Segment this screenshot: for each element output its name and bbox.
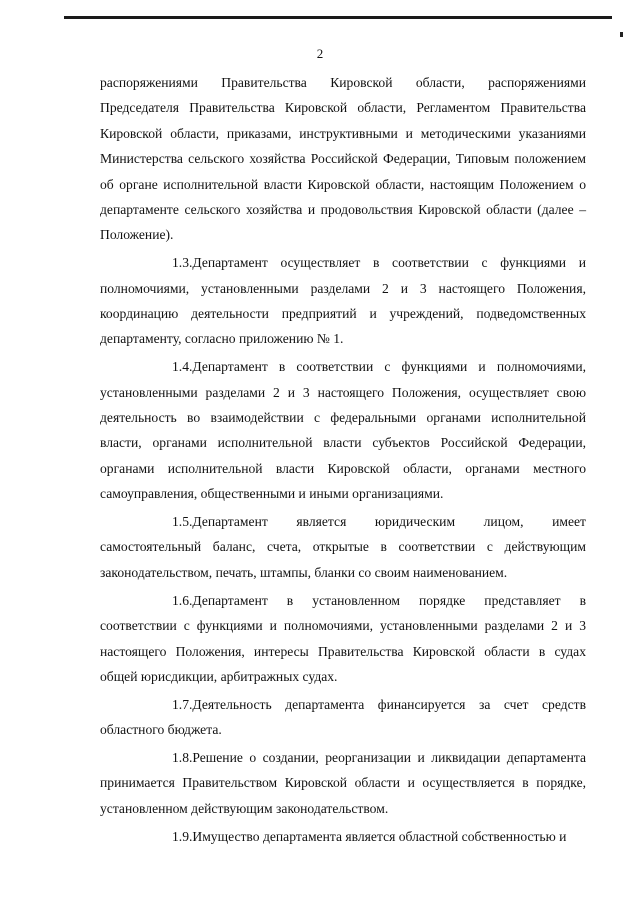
paragraph-number: 1.3. xyxy=(172,255,193,271)
paragraph-number: 1.6. xyxy=(172,592,193,608)
paragraph-number: 1.5. xyxy=(172,514,193,530)
paragraph-number: 1.4. xyxy=(172,359,193,375)
paragraph-1-7 xyxy=(100,692,586,743)
paragraph-text: Имущество департамента является областной собственностью и xyxy=(192,828,567,844)
paragraph-1-3 xyxy=(100,250,586,352)
paragraph-text: Департамент в установленном порядке представляет в соответствии с функциями и полномочиями, установленными разделами 2 и 3 настоящего Положения, интересы Правительства Кировской области в судах общей юрисдикции, арбитражных судах. xyxy=(100,592,586,684)
paragraph-text: Деятельность департамента финансируется за счет средств областного бюджета. xyxy=(100,696,586,738)
document-body xyxy=(100,70,586,851)
page-number: 2 xyxy=(316,46,324,61)
paragraph-text: распоряжениями Правительства Кировской области, распоряжениями Председателя Правительства Кировской области, Регламентом Правительства Кировской области, приказами, инструктивными и методическими указаниями Министерства сельского хозяйства Российской Федерации, Типовым положением об органе исполнительной власти Кировской области, настоящим Положением о департаменте сельского хозяйства и продовольствия Кировской области (далее – Положение). xyxy=(100,75,586,243)
scan-mark xyxy=(620,32,623,37)
paragraph-number: 1.7. xyxy=(172,696,193,712)
paragraph-1-5 xyxy=(100,509,586,585)
paragraph-1-6 xyxy=(100,588,586,690)
paragraph-1-4 xyxy=(100,354,586,506)
paragraph-continuation xyxy=(100,70,586,248)
paragraph-number: 1.8. xyxy=(172,749,193,765)
paragraph-text: Департамент в соответствии с функциями и полномочиями, установленными разделами 2 и 3 настоящего Положения, осуществляет свою деятельность во взаимодействии с федеральными органами исполнительной власти, органами исполнительной власти субъектов Российской Федерации, органами исполнительной власти Кировской области, органами местного самоуправления, общественными и иными организациями. xyxy=(100,359,586,502)
paragraph-text: Департамент является юридическим лицом, имеет самостоятельный баланс, счета, открытые в соответствии с действующим законодательством, печать, штампы, бланки со своим наименованием. xyxy=(100,514,586,580)
paragraph-number: 1.9. xyxy=(172,828,193,844)
paragraph-1-9 xyxy=(100,824,586,849)
paragraph-text: Департамент осуществляет в соответствии с функциями и полномочиями, установленными разделами 2 и 3 настоящего Положения, координацию деятельности предприятий и учреждений, подведомственных департаменту, согласно приложению № 1. xyxy=(100,255,586,347)
paragraph-1-8 xyxy=(100,745,586,821)
top-rule-divider xyxy=(64,16,612,19)
paragraph-text: Решение о создании, реорганизации и ликвидации департамента принимается Правительством Кировской области и осуществляется в порядке, установленном действующим законодательством. xyxy=(100,749,586,816)
